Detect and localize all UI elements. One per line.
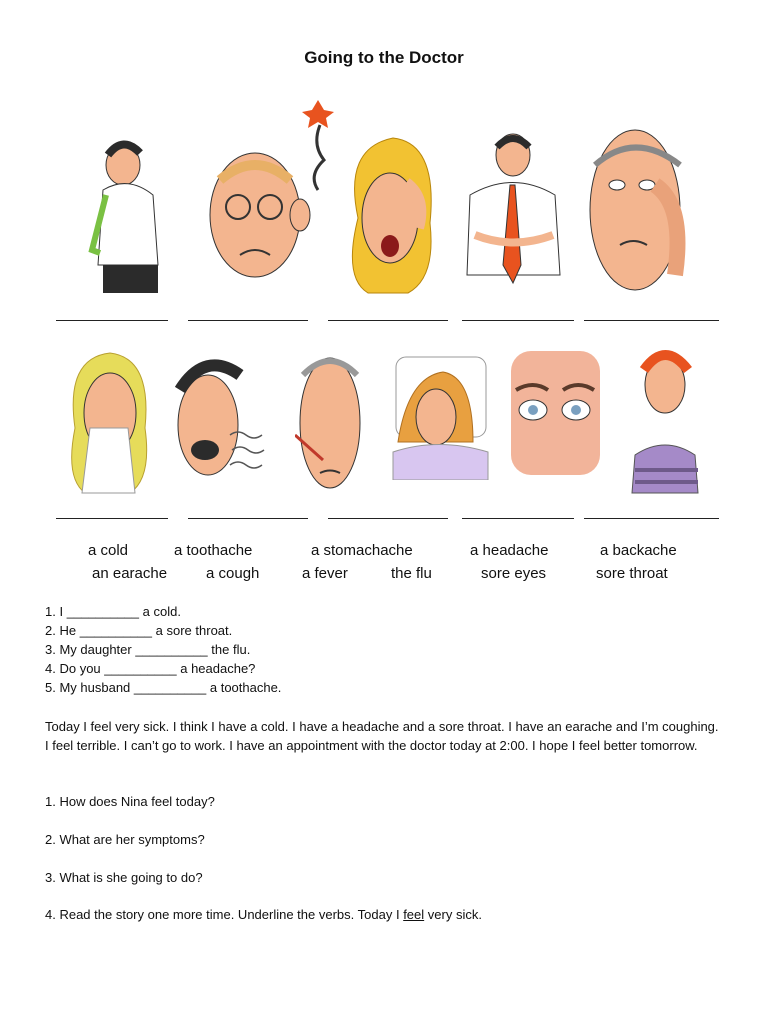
word-bank-item: a fever (302, 565, 348, 582)
blank[interactable]: __________ (66, 604, 140, 619)
man-backache-illustration (78, 125, 173, 300)
word-bank-item: a cold (88, 542, 129, 559)
question-4: 4. Read the story one more time. Underline the verbs. Today I feel very sick. (45, 907, 482, 922)
word-bank-item: a toothache (174, 542, 253, 559)
man-stomachache-illustration (455, 125, 570, 290)
fill-in-sentence: 5. My husband __________ a toothache. (45, 680, 282, 695)
word-bank-item: an earache (92, 565, 168, 582)
answer-line[interactable] (328, 320, 448, 321)
boy-sore-throat-illustration (630, 345, 700, 495)
answer-line[interactable] (328, 518, 448, 519)
woman-flu-illustration (388, 352, 493, 480)
fill-in-sentence: 1. I __________ a cold. (45, 604, 181, 619)
answer-line[interactable] (56, 518, 168, 519)
man-earache-illustration (585, 125, 690, 300)
man-cough-illustration (170, 345, 280, 495)
fill-in-sentence: 2. He __________ a sore throat. (45, 623, 233, 638)
page-title: Going to the Doctor (304, 48, 464, 67)
answer-line[interactable] (56, 320, 168, 321)
word-bank-item: the flu (391, 565, 432, 582)
word-bank-item: a stomachache (311, 542, 413, 559)
word-bank-row-2 (0, 565, 768, 585)
blank[interactable]: __________ (79, 623, 153, 638)
word-bank-item: a headache (470, 542, 549, 559)
question-1: 1. How does Nina feel today? (45, 794, 215, 809)
answer-line[interactable] (584, 320, 719, 321)
fill-in-sentence: 3. My daughter __________ the flu. (45, 642, 251, 657)
woman-cold-illustration (60, 348, 157, 498)
word-bank-item: sore throat (596, 565, 668, 582)
blank[interactable]: __________ (135, 642, 208, 657)
fill-in-sentence: 4. Do you __________ a headache? (45, 661, 256, 676)
answer-line[interactable] (188, 518, 308, 519)
woman-headache-illustration (338, 128, 443, 298)
sore-eyes-illustration (508, 348, 603, 478)
blank[interactable]: __________ (104, 661, 177, 676)
word-bank-row-1 (0, 542, 768, 562)
answer-line[interactable] (462, 518, 574, 519)
word-bank-item: sore eyes (481, 565, 547, 582)
man-fever-illustration (295, 345, 365, 495)
story-paragraph: Today I feel very sick. I think I have a cold. I have a headache and a sore throat. I have an earache and I’m coughing. I feel terrible. I can’t go to work. I have an appointment with the doctor today at 2:00. I hope I feel better tomorrow. (45, 719, 719, 753)
man-toothache-illustration (200, 95, 340, 300)
word-bank-item: a backache (600, 542, 677, 559)
answer-line[interactable] (584, 518, 719, 519)
question-3: 3. What is she going to do? (45, 870, 203, 885)
question-2: 2. What are her symptoms? (45, 832, 205, 847)
answer-line[interactable] (188, 320, 308, 321)
answer-line[interactable] (462, 320, 574, 321)
word-bank-item: a cough (206, 565, 260, 582)
underlined-verb: feel (403, 907, 425, 922)
blank[interactable]: __________ (133, 680, 207, 695)
